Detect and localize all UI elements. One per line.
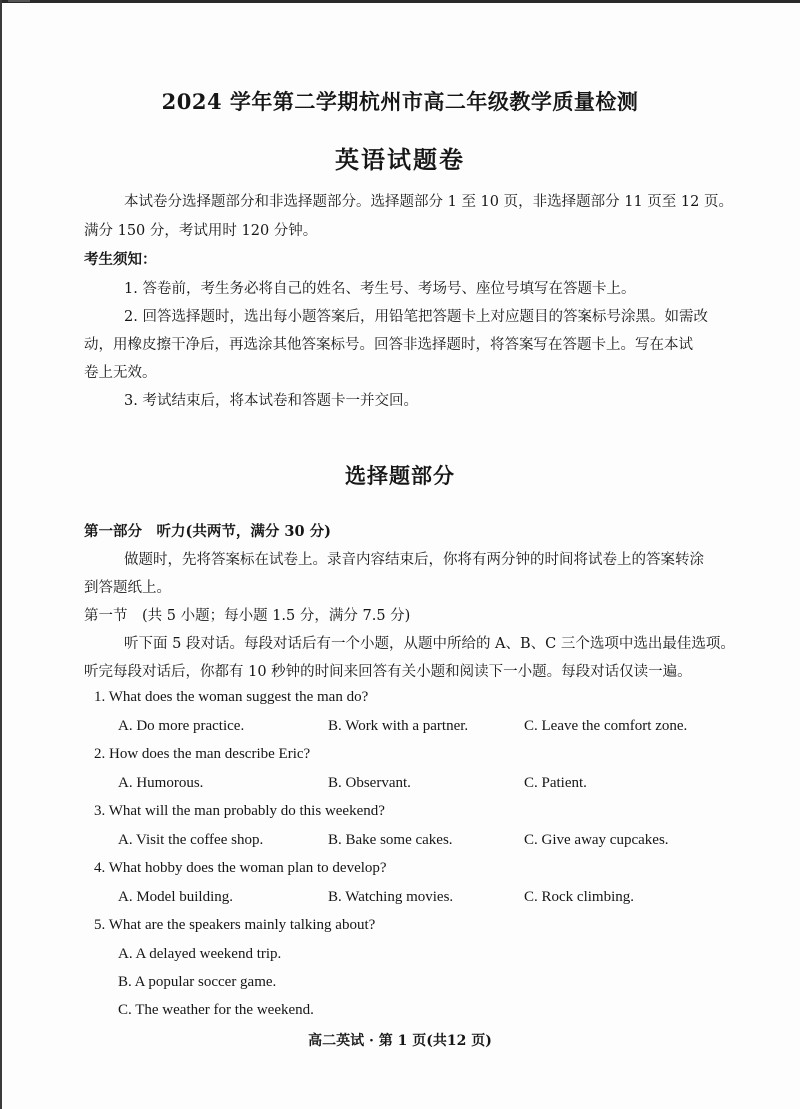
exam-subtitle: 英语试题卷 [335, 145, 465, 174]
question-5-option-a: A. A delayed weekend trip. [118, 946, 282, 962]
exam-title: 2024 学年第二学期杭州市高二年级教学质量检测 [161, 89, 639, 114]
section-title: 选择题部分 [345, 463, 455, 488]
question-2-stem: 2. How does the man describe Eric? [94, 746, 311, 762]
notice-item-1: 1. 答卷前，考生务必将自己的姓名、考生号、考场号、座位号填写在答题卡上。 [124, 281, 636, 297]
notice-heading: 考生须知： [84, 251, 157, 268]
question-4-option-a: A. Model building. [118, 889, 233, 905]
question-4-option-c: C. Rock climbing. [524, 889, 634, 905]
question-1-option-b: B. Work with a partner. [328, 718, 469, 734]
question-1-stem: 1. What does the woman suggest the man do? [94, 689, 369, 705]
scan-corner-mark [8, 0, 30, 2]
intro-line-2: 满分 150 分，考试用时 120 分钟。 [84, 223, 318, 239]
question-5-stem: 5. What are the speakers mainly talking about? [94, 917, 376, 933]
question-1-option-a: A. Do more practice. [118, 718, 245, 734]
notice-item-2-line-2: 动，用橡皮擦干净后，再选涂其他答案标号。回答非选择题时，将答案写在答题卡上。写在本试 [84, 337, 693, 353]
sub1-heading: 第一节 (共 5 小题；每小题 1.5 分，满分 7.5 分) [84, 608, 411, 624]
question-3-option-c: C. Give away cupcakes. [524, 832, 669, 848]
question-2-option-b: B. Observant. [328, 775, 411, 791]
sub1-instruction-line-1: 听下面 5 段对话。每段对话后有一个小题，从题中所给的 A、B、C 三个选项中选出最佳选项。 [124, 636, 735, 652]
part1-heading: 第一部分 听力(共两节，满分 30 分) [84, 523, 331, 540]
notice-item-2-line-1: 2. 回答选择题时，选出每小题答案后，用铅笔把答题卡上对应题目的答案标号涂黑。如需改 [124, 309, 708, 325]
question-2-option-a: A. Humorous. [118, 775, 204, 791]
question-5-option-c: C. The weather for the weekend. [118, 1002, 314, 1018]
notice-item-2-line-3: 卷上无效。 [84, 365, 157, 381]
part1-instruction-line-1: 做题时，先将答案标在试卷上。录音内容结束后，你将有两分钟的时间将试卷上的答案转涂 [124, 552, 704, 568]
question-4-option-b: B. Watching movies. [328, 889, 454, 905]
part1-instruction-line-2: 到答题纸上。 [84, 580, 171, 596]
question-3-option-a: A. Visit the coffee shop. [118, 832, 264, 848]
page-footer: 高二英试 · 第 1 页(共12 页) [308, 1033, 492, 1049]
scan-edge-top [0, 0, 800, 3]
sub1-instruction-line-2: 听完每段对话后，你都有 10 秒钟的时间来回答有关小题和阅读下一小题。每段对话仅读一遍。 [84, 664, 692, 680]
question-1-option-c: C. Leave the comfort zone. [524, 718, 688, 734]
notice-item-3: 3. 考试结束后，将本试卷和答题卡一并交回。 [124, 393, 418, 409]
question-5-option-b: B. A popular soccer game. [118, 974, 277, 990]
question-3-option-b: B. Bake some cakes. [328, 832, 453, 848]
question-2-option-c: C. Patient. [524, 775, 587, 791]
intro-line-1: 本试卷分选择题部分和非选择题部分。选择题部分 1 至 10 页，非选择题部分 11 页至 12 页。 [124, 194, 733, 210]
question-4-stem: 4. What hobby does the woman plan to develop? [94, 860, 387, 876]
question-3-stem: 3. What will the man probably do this weekend? [94, 803, 385, 819]
